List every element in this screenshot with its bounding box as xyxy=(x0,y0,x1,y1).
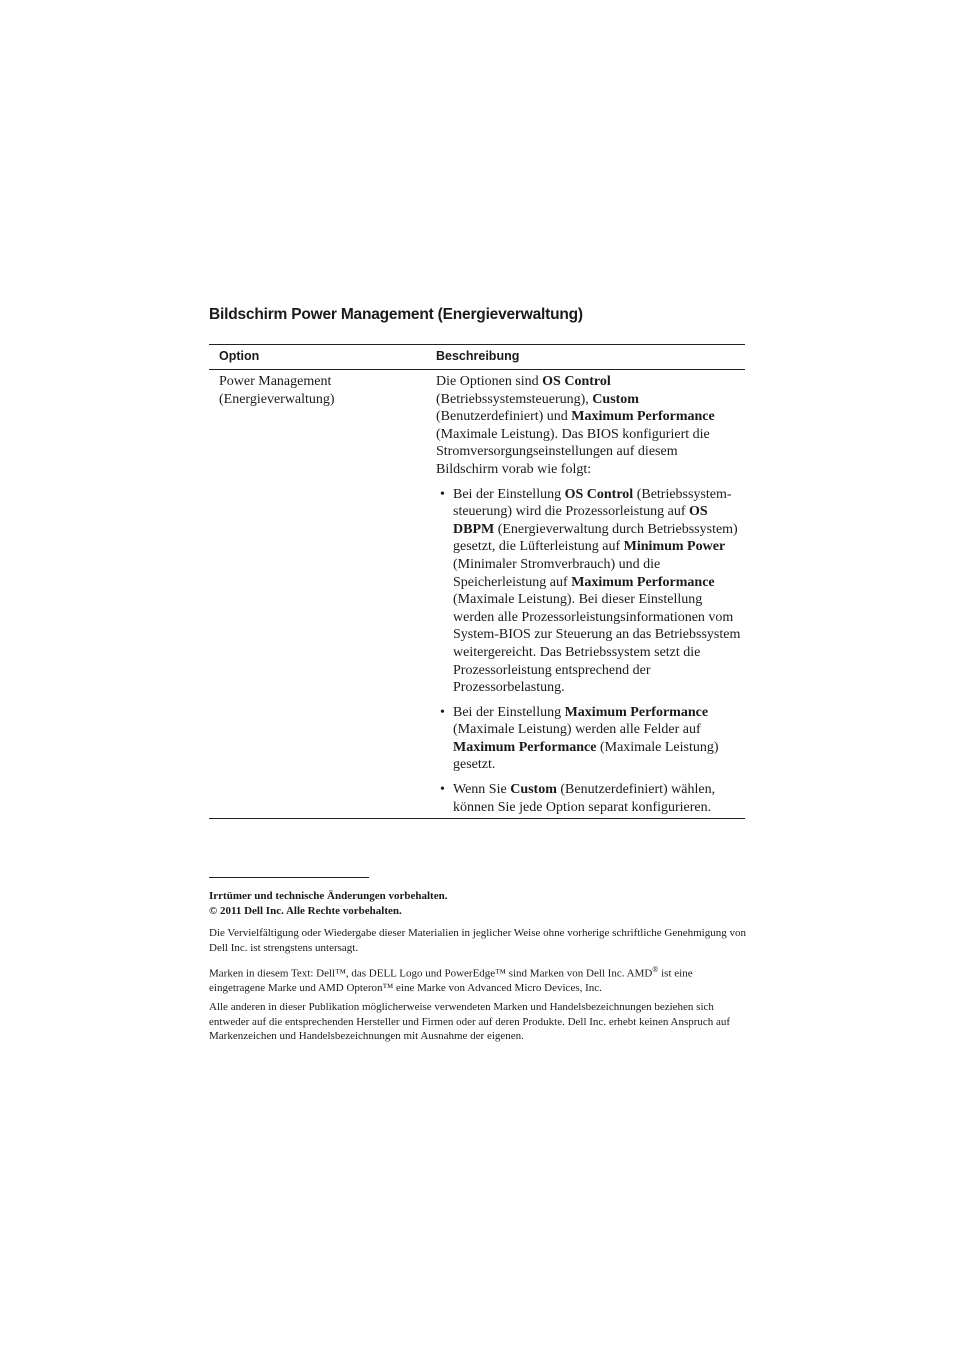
option-name: Power Management xyxy=(219,374,332,389)
notice-line: Irrtümer und technische Änderungen vorbehalten. xyxy=(209,890,448,902)
list-item: • Bei der Einstellung Maximum Performance (Maximale Leistung) werden alle Felder auf Maximum Performance (Maximale Leistung) gesetzt. xyxy=(440,704,719,773)
section-heading: Bildschirm Power Management (Energieverwaltung) xyxy=(209,306,583,323)
description-cell xyxy=(436,373,742,823)
trademark-notice: Marken in diesem Text: Dell™, das DELL Logo und PowerEdge™ sind Marken von Dell Inc. AMD® ist eine eingetragene Marke und AMD Opteron™ eine Marke von Advanced Micro Devices, Inc. xyxy=(209,965,693,995)
option-name-translation: (Energieverwaltung) xyxy=(219,391,335,407)
description-intro: Die Optionen sind OS Control (Betriebssystemsteuerung), Custom (Benutzerdefiniert) und Maximum Performance (Maximale Leistung). Das BIOS konfiguriert die Stromversorgungseinstellungen auf diesem Bildschirm vorab wie folgt: xyxy=(436,374,715,477)
bullet-icon: • xyxy=(440,704,445,720)
reproduction-notice: Die Vervielfältigung oder Wiedergabe dieser Materialien in jeglicher Weise ohne vorherige schriftliche Genehmigung von Dell Inc. ist strengstens untersagt. xyxy=(209,927,746,954)
table-header xyxy=(209,345,745,370)
other-trademarks-notice: Alle anderen in dieser Publikation möglicherweise verwendeten Marken und Handelsbezeichnungen beziehen sich entweder auf die entsprechenden Hersteller und Firmen oder auf deren Produkte. Dell Inc. erhebt keinen Anspruch auf Markenzeichen und Handelsbezeichnungen mit Ausnahme der eigenen. xyxy=(209,1001,731,1042)
bullet-icon: • xyxy=(440,782,445,798)
copyright-line: © 2011 Dell Inc. Alle Rechte vorbehalten. xyxy=(209,904,402,917)
list-item: • Wenn Sie Custom (Benutzerdefiniert) wählen, können Sie jede Option separat konfigurieren. xyxy=(440,782,716,815)
footnote-divider xyxy=(209,877,369,878)
list-item: • Bei der Einstellung OS Control (Betriebssystemsteuerung) wird die Prozessorleistung auf OS DBPM (Energieverwaltung durch Betriebssystem) gesetzt, die Lüfterleistung auf Minimum Power (Minimaler Stromverbrauch) und die Speicherleistung auf Maximum Performance (Maximale Leistung). Bei dieser Einstellung werden alle Prozessorleistungsinformationen vom System-BIOS zur Steuerung an das Betriebssystem weitergereicht. Das Betriebssystem setzt die Prozessorleistung entsprechend der Prozessorbelastung. xyxy=(440,486,741,696)
bullet-icon: • xyxy=(440,486,445,502)
settings-list xyxy=(436,486,742,817)
options-table xyxy=(209,344,745,819)
option-cell xyxy=(219,373,419,408)
legal-notice xyxy=(209,889,749,918)
table-row xyxy=(209,370,745,818)
column-header-option: Option xyxy=(219,349,260,363)
column-header-description: Beschreibung xyxy=(436,349,520,363)
